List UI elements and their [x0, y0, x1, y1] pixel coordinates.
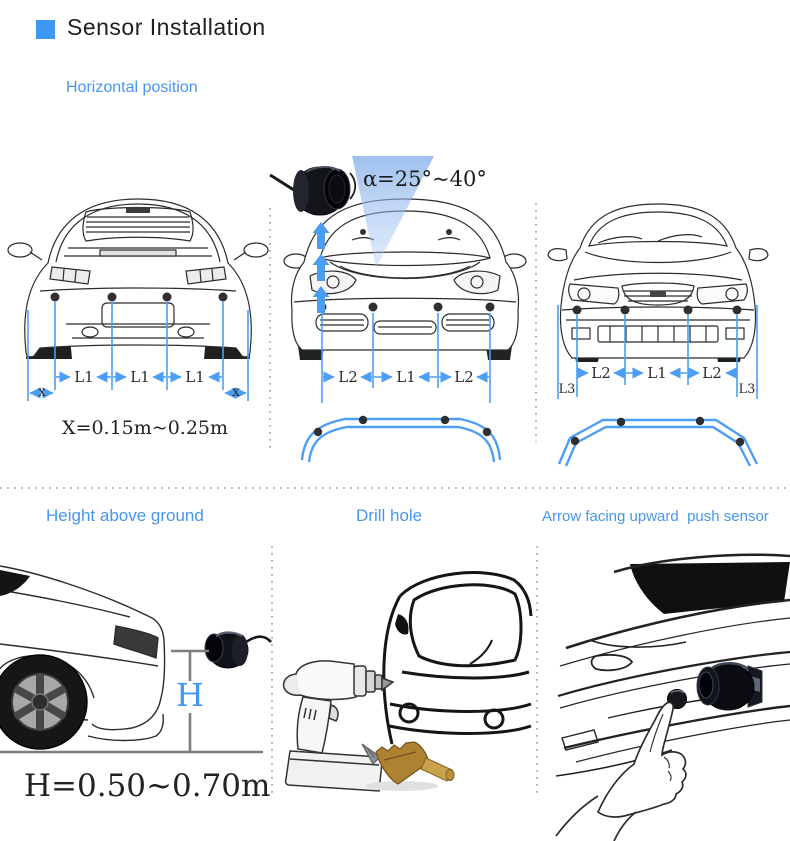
- sensor-dot: [573, 306, 582, 315]
- sensor-dot: [51, 293, 60, 302]
- heading-arrow-facing-upward: Arrow facing upward push sensor: [542, 508, 769, 525]
- dimension-label-l1: L1: [74, 368, 94, 386]
- dimension-label-l1: L1: [130, 368, 150, 386]
- title-bullet-square: [36, 20, 55, 39]
- sensor-dot: [621, 306, 630, 315]
- dimension-label-l2: L2: [454, 368, 474, 386]
- dimension-label-x: x: [38, 384, 46, 400]
- heading-drill-hole: Drill hole: [356, 506, 423, 525]
- dimension-label-l1: L1: [185, 368, 205, 386]
- dimension-label-l1: L1: [396, 368, 416, 386]
- height-range-note: H=0.50~0.70m: [24, 768, 271, 804]
- sensor-dot: [486, 303, 495, 312]
- angle-label: α=25°~40°: [363, 167, 487, 191]
- dimension-label-l3: L3: [738, 382, 756, 397]
- dimension-label-x: x: [232, 384, 240, 400]
- heading-height-above-ground: Height above ground: [46, 506, 204, 525]
- hand-icon: [556, 702, 686, 841]
- sedan-rear-sketch: [556, 555, 790, 776]
- sensor-icon: [270, 167, 350, 215]
- dimension-label-l2: L2: [338, 368, 358, 386]
- drill-icon: [284, 661, 393, 791]
- sensor-dot: [733, 306, 742, 315]
- sensor-dot: [108, 293, 117, 302]
- bumper-top-view-angular: [559, 417, 757, 466]
- sensor-icon: [697, 663, 762, 710]
- hatchback-rear-illustration: [384, 573, 531, 744]
- dimension-label-l3: L3: [558, 382, 576, 397]
- beam-arc: [350, 173, 355, 199]
- height-letter-label: H: [176, 676, 204, 714]
- sensor-dot: [219, 293, 228, 302]
- sensor-dot: [369, 303, 378, 312]
- dimension-label-l2: L2: [702, 364, 722, 382]
- car-front-sedan-illustration: [548, 204, 768, 362]
- page-title: Sensor Installation: [67, 14, 266, 40]
- car-side-view-illustration: [0, 566, 165, 749]
- dimension-label-l2: L2: [591, 364, 611, 382]
- bumper-top-view-curved: [302, 416, 500, 462]
- sensor-icon: [205, 632, 271, 668]
- sensor-dot: [163, 293, 172, 302]
- sensor-dot: [684, 306, 693, 315]
- car-rear-view-illustration: [8, 199, 268, 359]
- x-range-note: X=0.15m~0.25m: [62, 417, 229, 439]
- heading-horizontal-position: Horizontal position: [66, 79, 198, 96]
- dimension-label-l1: L1: [647, 364, 667, 382]
- sensor-dot: [434, 303, 443, 312]
